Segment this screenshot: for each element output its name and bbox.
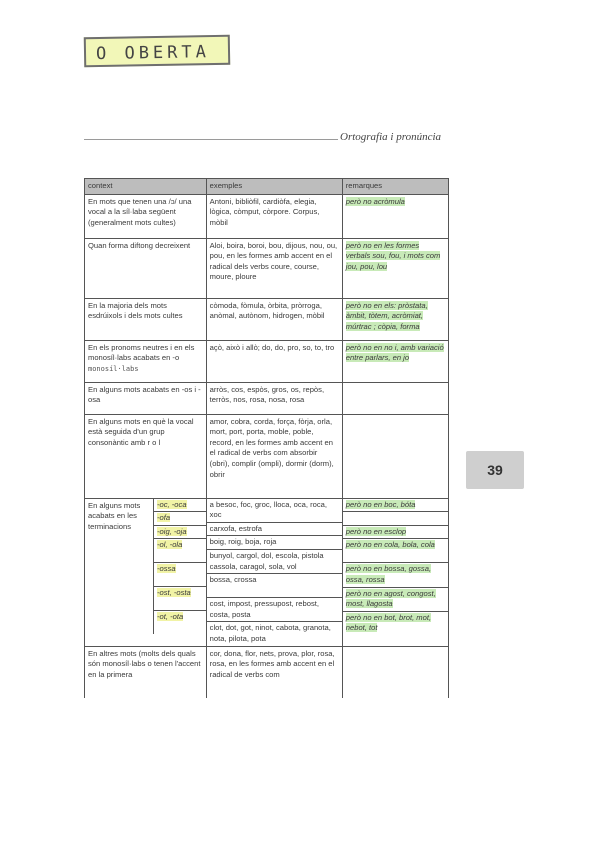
termination-term: -ot, -ota bbox=[154, 610, 206, 634]
handwritten-note: O OBERTA bbox=[84, 35, 231, 68]
row-context bbox=[85, 498, 207, 646]
header-remarks: remarques bbox=[342, 179, 448, 195]
termination-examples: a besoc, foc, groc, lloca, oca, roca, xoc bbox=[209, 499, 328, 520]
table-row bbox=[85, 382, 449, 414]
remark-text: però no en no i, amb variació entre parlars, en jo bbox=[345, 342, 444, 363]
table-row-terminations bbox=[85, 498, 449, 646]
table-row bbox=[85, 414, 449, 498]
termination-examples: cost, impost, pressupost, rebost, costa, posta bbox=[207, 597, 342, 621]
termination-examples: bunyol, cargol, dol, escola, pistola cassola, caragol, sola, vol bbox=[207, 549, 342, 573]
termination-examples: clot, dot, got, ninot, cabota, granota, nota, pilota, pota bbox=[207, 621, 342, 645]
remark-text: però no acròmula bbox=[345, 196, 405, 206]
termination-examples: bossa, crossa bbox=[207, 573, 342, 597]
termination-term: -ofa bbox=[154, 511, 206, 525]
remark-text: però no en les formes verbals sou, fou, i mots com jou, pou, lou bbox=[345, 240, 441, 271]
terminations-list bbox=[153, 499, 206, 635]
page-number: 39 bbox=[487, 462, 503, 478]
row-context bbox=[85, 340, 207, 382]
context-text: En els pronoms neutres i en els monosíl·labs acabats en -o bbox=[88, 342, 195, 363]
row-context: En alguns mots acabats en -os i -osa bbox=[85, 382, 207, 414]
terminations-context: En alguns mots acabats en les terminacions bbox=[88, 500, 141, 531]
termination-examples: carxofa, estrofa bbox=[207, 522, 342, 536]
row-examples: Aloi, boira, boroi, bou, dijous, nou, ou, pou, en les formes amb accent en el radical dels verbs coure, course, moure, ploure bbox=[206, 238, 342, 298]
row-remarks bbox=[342, 340, 448, 382]
header-examples: exemples bbox=[206, 179, 342, 195]
termination-term: -ost, -osta bbox=[154, 586, 206, 610]
row-context: En altres mots (molts dels quals són monosíl·labs o tenen l'accent en la primera bbox=[85, 646, 207, 698]
row-remarks bbox=[342, 238, 448, 298]
row-remarks bbox=[342, 646, 448, 698]
row-context: En la majoria dels mots esdrúixols i dels mots cultes bbox=[85, 298, 207, 340]
table-header-row bbox=[85, 179, 449, 195]
row-examples: açò, això i allò; do, do, pro, so, to, tro bbox=[206, 340, 342, 382]
termination-remarks bbox=[343, 511, 448, 525]
termination-remarks: però no en boc, bóta bbox=[345, 499, 416, 509]
table-row bbox=[85, 194, 449, 238]
header-context: context bbox=[85, 179, 207, 195]
termination-remarks: però no en esclop bbox=[343, 525, 448, 539]
handwritten-annotation: monosíl·labs bbox=[88, 364, 139, 373]
header-rule bbox=[84, 139, 338, 140]
table-row bbox=[85, 238, 449, 298]
row-remarks bbox=[342, 414, 448, 498]
termination-term: -oc, -oca bbox=[157, 499, 187, 509]
row-remarks bbox=[342, 382, 448, 414]
termination-remarks: però no en bossa, gossa, ossa, rossa bbox=[343, 562, 448, 586]
orthography-table bbox=[84, 178, 449, 698]
termination-remarks: però no en cola, bola, cola bbox=[343, 538, 448, 562]
row-examples: Antoni, bibliòfil, cardiòfa, elegia, lògica, còmput, còrpore. Corpus, mòbil bbox=[206, 194, 342, 238]
table-row bbox=[85, 298, 449, 340]
table-row bbox=[85, 646, 449, 698]
row-remarks bbox=[342, 194, 448, 238]
termination-examples: boig, roig, boja, roja bbox=[207, 535, 342, 549]
remark-text: però no en els: pròstata, àmbit, tòtem, acròmiat, múrtrac ; còpia, forma bbox=[345, 300, 428, 331]
row-remarks bbox=[342, 298, 448, 340]
row-context: En mots que tenen una /ɔ/ una vocal a la síl·laba següent (generalment mots cultes) bbox=[85, 194, 207, 238]
row-examples: amor, cobra, corda, força, fòrja, orla, mort, port, porta, moble, poble, record, en les formes amb accent en el radical de verbs com absorbir (obri), complir (ompli), dormir (dorm), obrir bbox=[206, 414, 342, 498]
row-examples: còmoda, fòmula, òrbita, pròrroga, anòmal, autònom, hidrogen, mòbil bbox=[206, 298, 342, 340]
row-context: Quan forma diftong decreixent bbox=[85, 238, 207, 298]
page-header-title: Ortografia i pronúncia bbox=[340, 131, 442, 143]
row-examples: arròs, cos, espòs, gros, os, repòs, terròs, nos, rosa, nosa, rosa bbox=[206, 382, 342, 414]
termination-term: -ossa bbox=[154, 562, 206, 586]
termination-remarks: però no en bot, brot, mot, nebot, tot bbox=[343, 611, 448, 635]
row-remarks bbox=[342, 498, 448, 646]
termination-term: -oig, -oja bbox=[154, 525, 206, 539]
table-row bbox=[85, 340, 449, 382]
termination-remarks: però no en agost, congost, most, llagosta bbox=[343, 587, 448, 611]
row-examples bbox=[206, 498, 342, 646]
termination-term: -ol, -ola bbox=[154, 538, 206, 562]
row-examples: cor, dona, flor, nets, prova, plor, rosa, rosa, en les formes amb accent en el radical de verbs com bbox=[206, 646, 342, 698]
row-context: En alguns mots en què la vocal està seguida d'un grup consonàntic amb r o l bbox=[85, 414, 207, 498]
